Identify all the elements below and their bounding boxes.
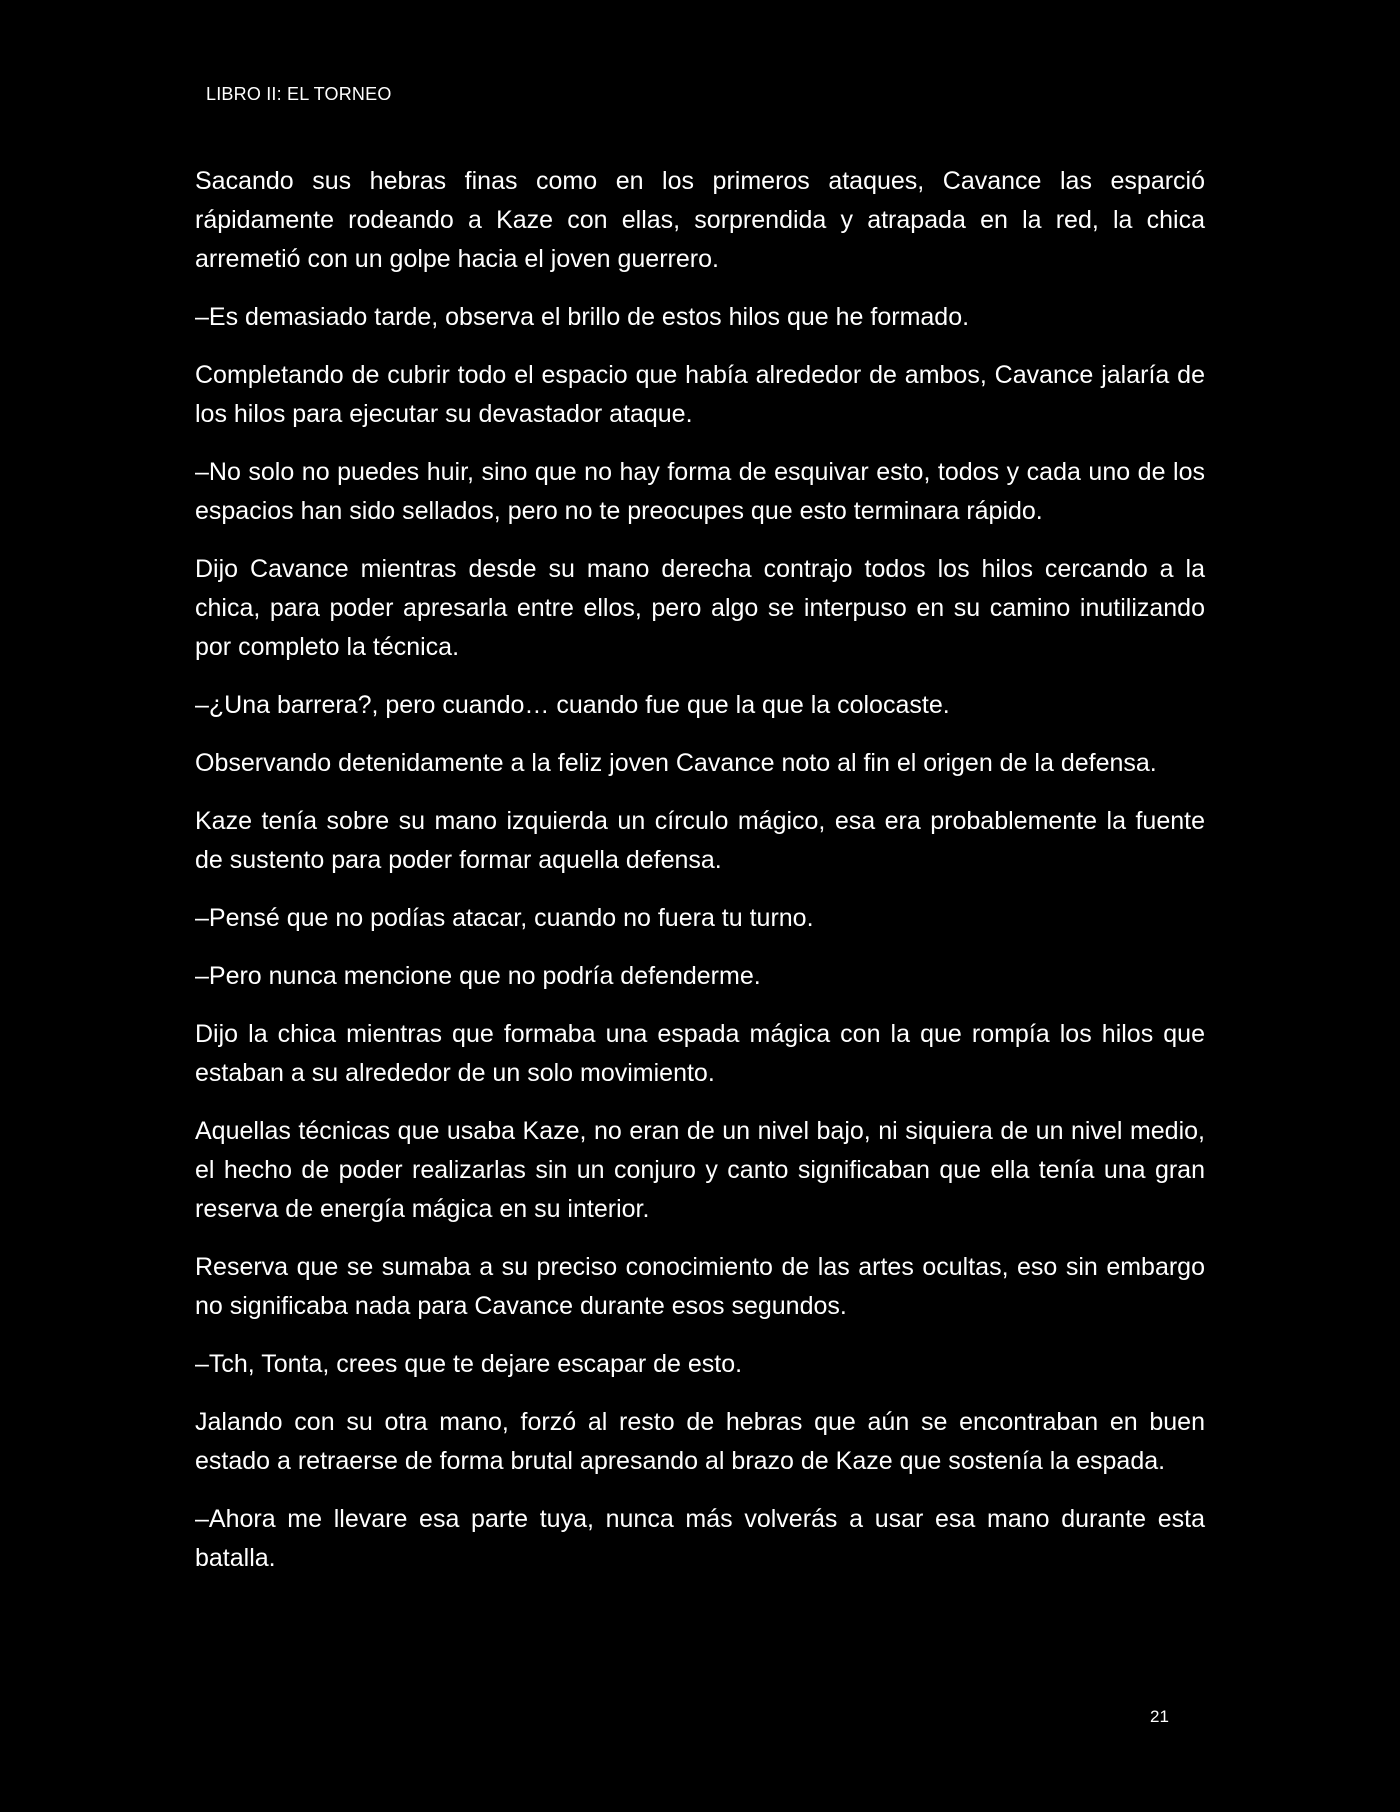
paragraph: Aquellas técnicas que usaba Kaze, no eran de un nivel bajo, ni siquiera de un nivel medio, el hecho de poder realizarlas sin un conjuro y canto significaban que ella tenía una gran reserva de energía mágica en su interior. xyxy=(195,1117,1205,1223)
paragraph: Reserva que se sumaba a su preciso conocimiento de las artes ocultas, eso sin embargo no significaba nada para Cavance durante esos segundos. xyxy=(195,1253,1205,1320)
dialogue-paragraph: –¿Una barrera?, pero cuando… cuando fue que la que la colocaste. xyxy=(195,691,950,719)
dialogue-paragraph: –Ahora me llevare esa parte tuya, nunca más volverás a usar esa mano durante esta batalla. xyxy=(195,1505,1205,1572)
dialogue-paragraph: –Pero nunca mencione que no podría defenderme. xyxy=(195,962,761,990)
dialogue-paragraph: –Tch, Tonta, crees que te dejare escapar de esto. xyxy=(195,1350,743,1378)
dialogue-paragraph: –Es demasiado tarde, observa el brillo de estos hilos que he formado. xyxy=(195,303,970,331)
paragraph: Sacando sus hebras finas como en los primeros ataques, Cavance las esparció rápidamente rodeando a Kaze con ellas, sorprendida y atrapada en la red, la chica arremetió con un golpe hacia el joven guerrero. xyxy=(195,167,1205,273)
page-number: 21 xyxy=(1150,1707,1169,1726)
running-header: LIBRO II: EL TORNEO xyxy=(206,84,392,104)
dialogue-paragraph: –Pensé que no podías atacar, cuando no fuera tu turno. xyxy=(195,904,814,932)
paragraph: Dijo la chica mientras que formaba una espada mágica con la que rompía los hilos que estaban a su alrededor de un solo movimiento. xyxy=(195,1020,1205,1087)
dialogue-paragraph: –No solo no puedes huir, sino que no hay forma de esquivar esto, todos y cada uno de los espacios han sido sellados, pero no te preocupes que esto terminara rápido. xyxy=(195,458,1205,525)
paragraph: Jalando con su otra mano, forzó al resto de hebras que aún se encontraban en buen estado a retraerse de forma brutal apresando al brazo de Kaze que sostenía la espada. xyxy=(195,1408,1205,1475)
paragraph: Dijo Cavance mientras desde su mano derecha contrajo todos los hilos cercando a la chica, para poder apresarla entre ellos, pero algo se interpuso en su camino inutilizando por completo la técnica. xyxy=(195,555,1205,661)
paragraph: Observando detenidamente a la feliz joven Cavance noto al fin el origen de la defensa. xyxy=(195,749,1157,777)
body-text xyxy=(195,162,1205,1597)
paragraph: Kaze tenía sobre su mano izquierda un círculo mágico, esa era probablemente la fuente de sustento para poder formar aquella defensa. xyxy=(195,807,1205,874)
paragraph: Completando de cubrir todo el espacio que había alrededor de ambos, Cavance jalaría de los hilos para ejecutar su devastador ataque. xyxy=(195,361,1205,428)
